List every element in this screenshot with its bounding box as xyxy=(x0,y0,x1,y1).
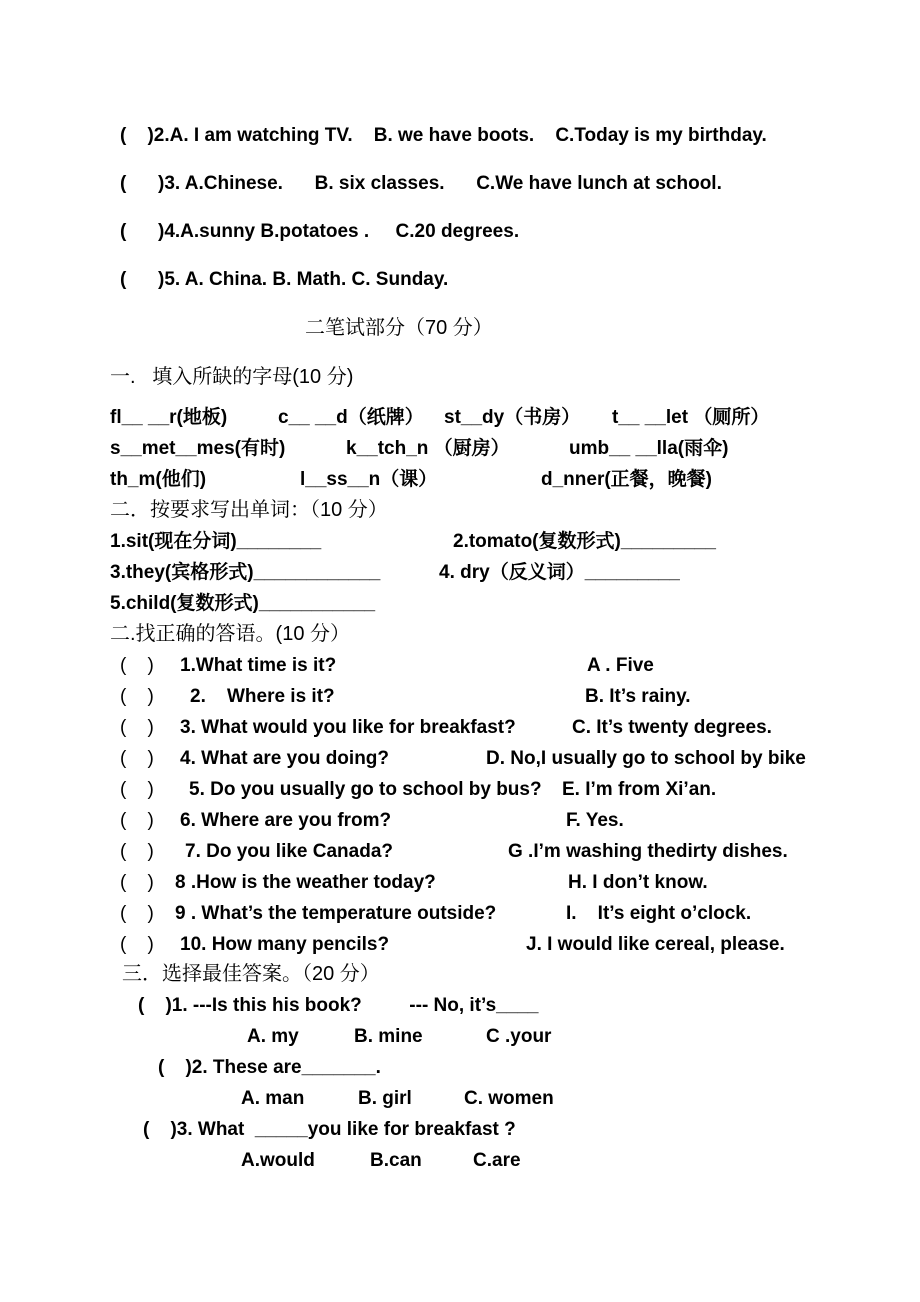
choice-q3-option-b: B.can xyxy=(370,1150,422,1171)
match-question: 6. Where are you from? xyxy=(180,810,392,831)
match-paren: ( ) xyxy=(120,841,154,862)
listening-q3: ( )3. A.Chinese. B. six classes. C.We have lunch at school. xyxy=(120,173,722,194)
match-question: 2. Where is it? xyxy=(190,686,335,707)
match-question: 8 .How is the weather today? xyxy=(175,872,436,893)
match-paren: ( ) xyxy=(120,934,154,955)
part1-r2-item3: umb__ __lla(雨伞) xyxy=(569,438,729,459)
choice-q1-stem: ( )1. ---Is this his book? --- No, it’s____ xyxy=(138,995,539,1016)
match-question: 1.What time is it? xyxy=(180,655,337,676)
part1-r3-item1: th_m(他们) xyxy=(110,469,207,490)
listening-q5: ( )5. A. China. B. Math. C. Sunday. xyxy=(120,269,449,290)
match-answer: A . Five xyxy=(587,655,654,676)
choice-q2-stem: ( )2. These are_______. xyxy=(158,1057,381,1078)
match-answer: D. No,I usually go to school by bike xyxy=(486,748,806,769)
part1-r1-item4: t__ __let （厕所） xyxy=(612,407,770,428)
choice-q2-option-b: B. girl xyxy=(358,1088,412,1109)
choice-q3-stem: ( )3. What _____you like for breakfast ? xyxy=(143,1119,516,1140)
match-paren: ( ) xyxy=(120,655,154,676)
match-question: 4. What are you doing? xyxy=(180,748,390,769)
match-answer: E. I’m from Xi’an. xyxy=(562,779,717,800)
part1-r1-item1: fl__ __r(地板) xyxy=(110,407,228,428)
part2-item3: 3.they(宾格形式)____________ xyxy=(110,562,381,583)
part1-r3-item3: d_nner(正餐，晚餐) xyxy=(541,469,713,490)
match-paren: ( ) xyxy=(120,717,154,738)
part2-heading: 二．按要求写出单词：（10 分） xyxy=(110,499,388,521)
match-paren: ( ) xyxy=(120,872,154,893)
choice-q2-option-a: A. man xyxy=(241,1088,305,1109)
part2-item4: 4. dry（反义词）_________ xyxy=(439,562,680,583)
match-paren: ( ) xyxy=(120,686,154,707)
match-question: 10. How many pencils? xyxy=(180,934,390,955)
match-paren: ( ) xyxy=(120,748,154,769)
choice-q3-option-c: C.are xyxy=(473,1150,521,1171)
part1-r2-item1: s__met__mes(有时) xyxy=(110,438,286,459)
part3-heading: 二.找正确的答语。(10 分） xyxy=(110,623,351,645)
match-answer: I. It’s eight o’clock. xyxy=(566,903,752,924)
match-answer: F. Yes. xyxy=(566,810,624,831)
written-section-title: 二笔试部分（70 分） xyxy=(305,317,493,339)
choice-q2-option-c: C. women xyxy=(464,1088,554,1109)
part2-item5: 5.child(复数形式)___________ xyxy=(110,593,376,614)
part1-r1-item2: c__ __d（纸牌） xyxy=(278,407,424,428)
match-answer: G .I’m washing thedirty dishes. xyxy=(508,841,788,862)
part1-r2-item2: k__tch_n （厨房） xyxy=(346,438,510,459)
part1-r1-item3: st__dy（书房） xyxy=(444,407,581,428)
part2-item2: 2.tomato(复数形式)_________ xyxy=(453,531,716,552)
match-answer: J. I would like cereal, please. xyxy=(526,934,785,955)
part1-heading: 一. 填入所缺的字母(10 分) xyxy=(110,366,354,388)
match-paren: ( ) xyxy=(120,810,154,831)
choice-q1-option-b: B. mine xyxy=(354,1026,423,1047)
choice-q3-option-a: A.would xyxy=(241,1150,315,1171)
match-question: 3. What would you like for breakfast? xyxy=(180,717,516,738)
part4-heading: 三．选择最佳答案。（20 分） xyxy=(122,963,380,985)
match-question: 7. Do you like Canada? xyxy=(185,841,393,862)
part1-r3-item2: l__ss__n（课） xyxy=(300,469,438,490)
match-question: 9 . What’s the temperature outside? xyxy=(175,903,497,924)
listening-q4: ( )4.A.sunny B.potatoes . C.20 degrees. xyxy=(120,221,520,242)
match-answer: B. It’s rainy. xyxy=(585,686,691,707)
part2-item1: 1.sit(现在分词)________ xyxy=(110,531,322,552)
match-answer: H. I don’t know. xyxy=(568,872,708,893)
match-paren: ( ) xyxy=(120,903,154,924)
match-paren: ( ) xyxy=(120,779,154,800)
listening-q2: ( )2.A. I am watching TV. B. we have boots. C.Today is my birthday. xyxy=(120,125,767,146)
choice-q1-option-a: A. my xyxy=(247,1026,299,1047)
choice-q1-option-c: C .your xyxy=(486,1026,552,1047)
match-answer: C. It’s twenty degrees. xyxy=(572,717,772,738)
match-question: 5. Do you usually go to school by bus? xyxy=(189,779,542,800)
